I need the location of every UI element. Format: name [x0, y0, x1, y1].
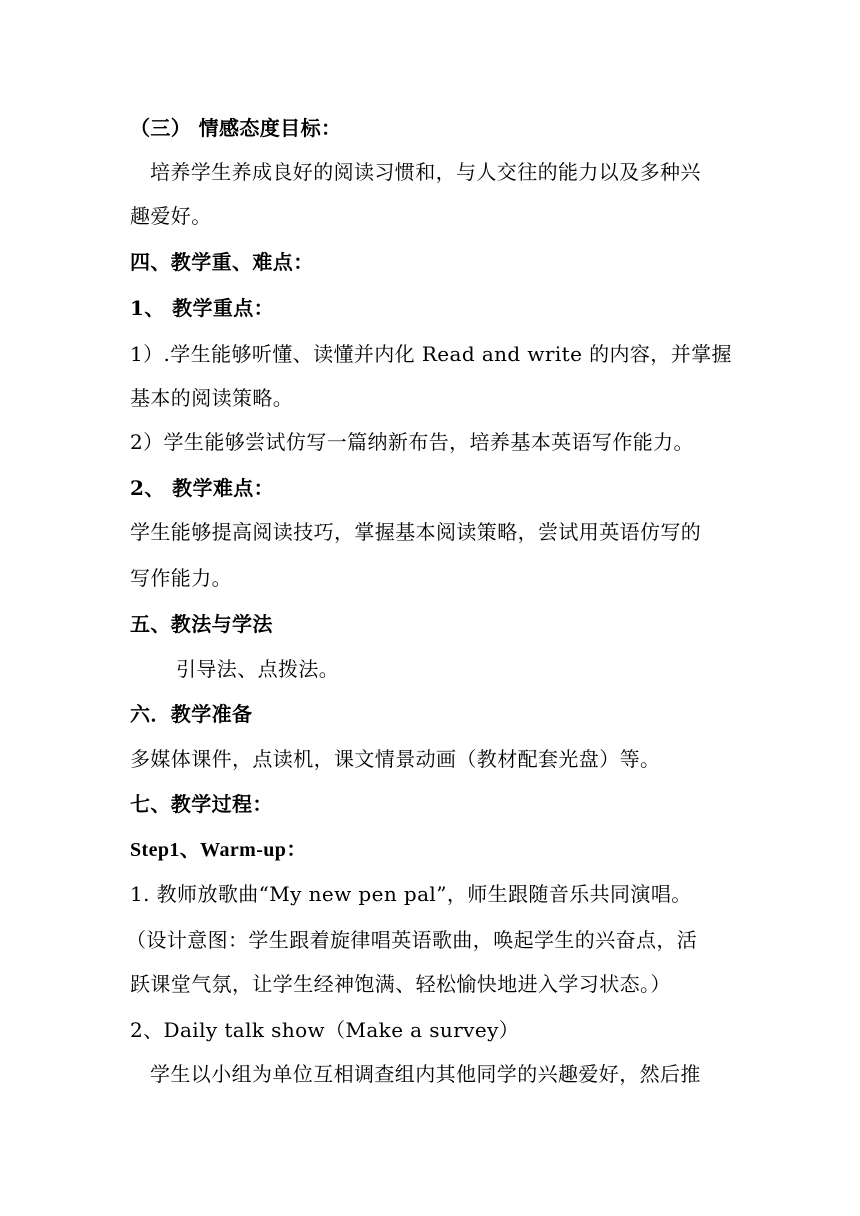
- section3-body-line2: 趣爱好。: [130, 204, 212, 228]
- teaching-methods-heading: 五、教法与学法: [130, 612, 273, 636]
- teaching-preparation-body: 多媒体课件，点读机，课文情景动画（教材配套光盘）等。: [130, 747, 661, 771]
- teaching-process-heading: 七、教学过程：: [130, 792, 273, 816]
- step1-design-line1: （设计意图：学生跟着旋律唱英语歌曲，唤起学生的兴奋点，活: [126, 928, 698, 952]
- difficult-points-heading: 2、 教学难点：: [130, 476, 275, 500]
- step1-item1: 1. 教师放歌曲“My new pen pal”，师生跟随音乐共同演唱。: [130, 882, 692, 906]
- section3-heading: （三） 情感态度目标：: [130, 116, 342, 140]
- teaching-methods-body: 引导法、点拨法。: [176, 657, 340, 681]
- key-point1-line1: 1）.学生能够听懂、读懂并内化 Read and write 的内容，并掌握: [130, 342, 732, 366]
- step1-item2: 2、Daily talk show（Make a survey）: [130, 1018, 520, 1042]
- step1-design-line2: 跃课堂气氛，让学生经神饱满、轻松愉快地进入学习状态。）: [130, 972, 671, 996]
- section3-body-line1: 培养学生养成良好的阅读习惯和，与人交往的能力以及多种兴: [150, 160, 701, 184]
- heading-key-difficult-points: 四、教学重、难点：: [130, 250, 314, 274]
- teaching-preparation-heading: 六．教学准备: [130, 702, 253, 726]
- step1-heading: Step1、Warm-up：: [130, 839, 307, 861]
- step1-item2-body: 学生以小组为单位互相调查组内其他同学的兴趣爱好，然后推: [150, 1062, 701, 1086]
- key-point2: 2）学生能够尝试仿写一篇纳新布告，培养基本英语写作能力。: [130, 430, 694, 454]
- difficult-line1: 学生能够提高阅读技巧，掌握基本阅读策略，尝试用英语仿写的: [130, 520, 702, 544]
- key-points-heading: 1、 教学重点：: [130, 296, 275, 320]
- difficult-line2: 写作能力。: [130, 566, 232, 590]
- key-point1-line2: 基本的阅读策略。: [130, 386, 294, 410]
